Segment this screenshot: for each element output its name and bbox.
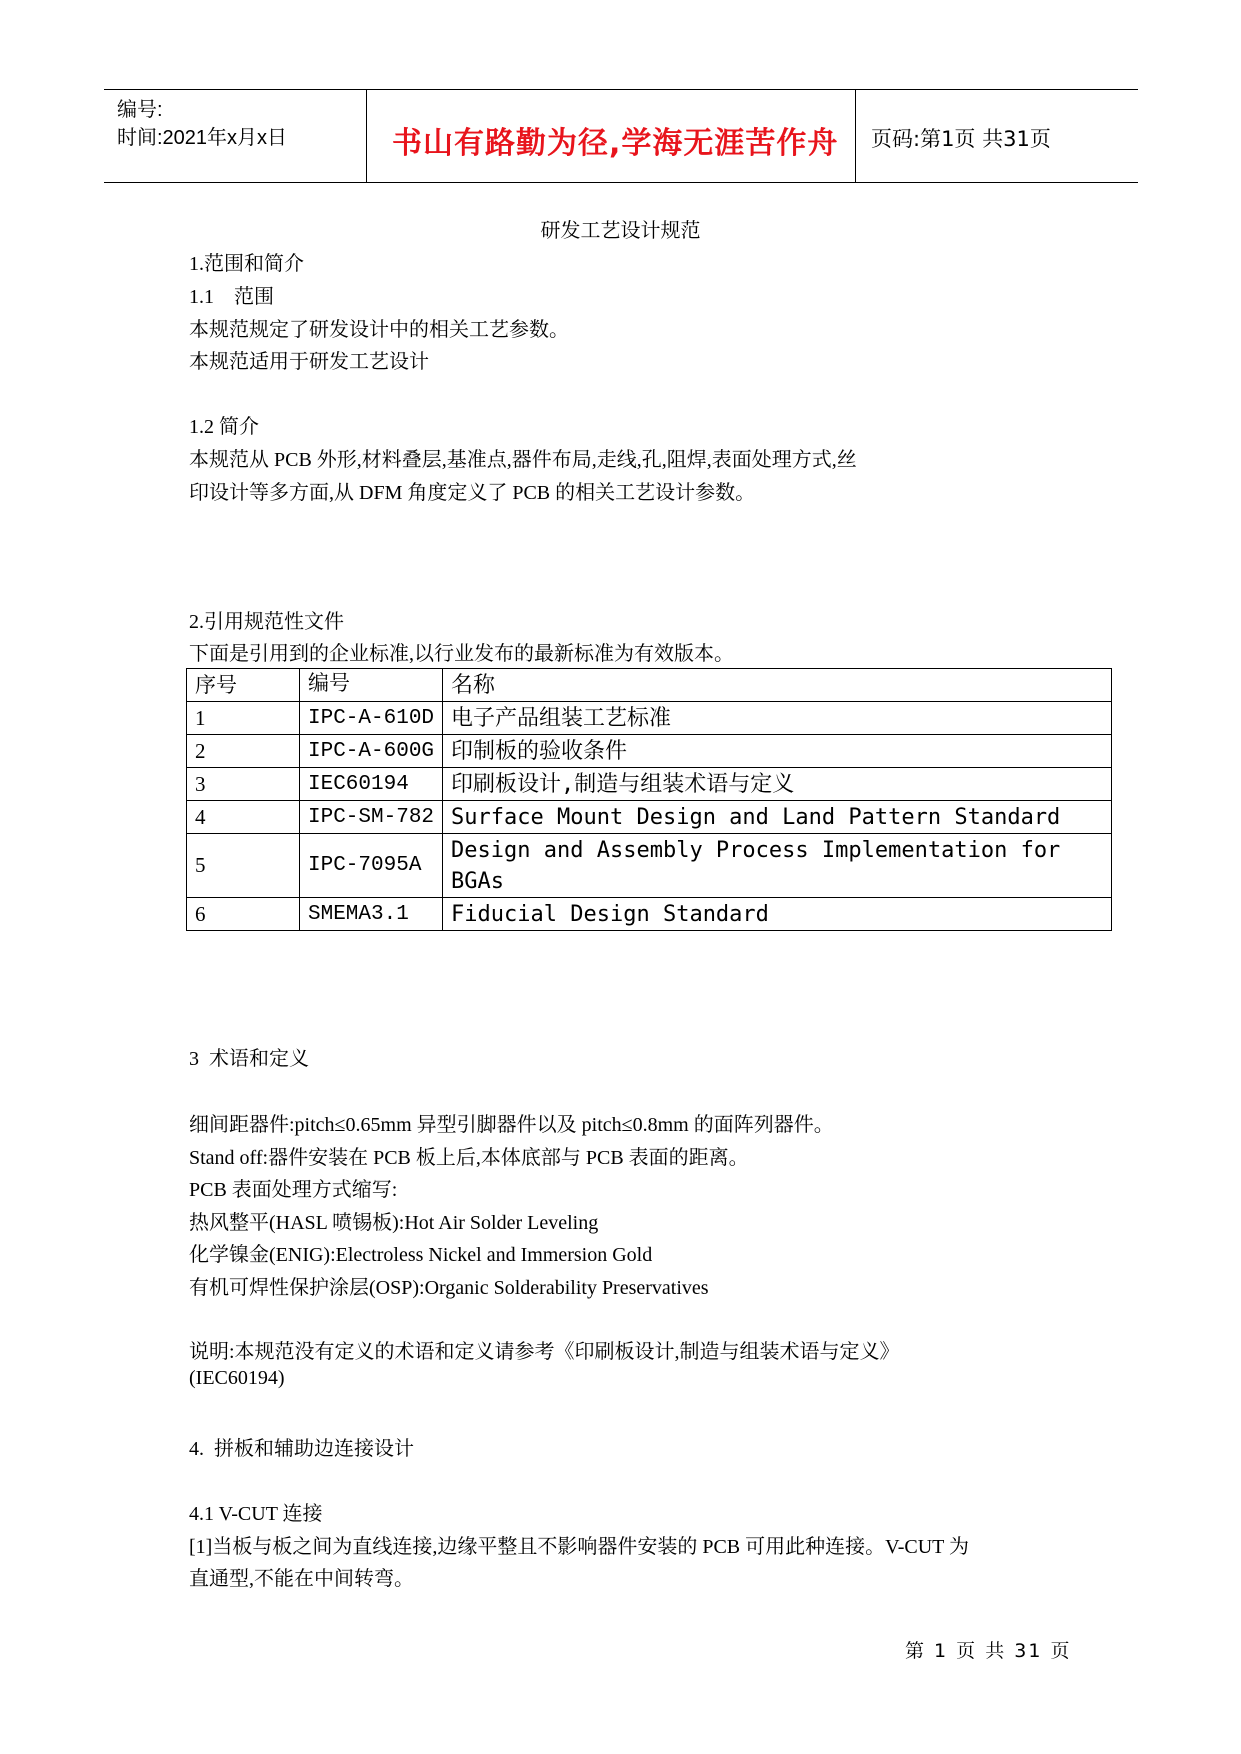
section4-heading: 4. 拼板和辅助边连接设计 — [189, 1438, 414, 1460]
table-cell: IPC-A-600G — [300, 735, 443, 768]
table-header-cell: 编号 — [300, 669, 443, 702]
section2-intro: 下面是引用到的企业标准,以行业发布的最新标准为有效版本。 — [189, 643, 734, 665]
table-cell: 4 — [187, 801, 300, 834]
section3-def5: 化学镍金(ENIG):Electroless Nickel and Immersion Gold — [189, 1244, 653, 1266]
table-cell: 6 — [187, 898, 300, 931]
header-number-label: 编号: — [117, 99, 163, 121]
table-row — [187, 834, 1112, 898]
footer-page-number: 第 1 页 共 31 页 — [905, 1640, 1072, 1662]
table-cell: 3 — [187, 768, 300, 801]
section3-def3: PCB 表面处理方式缩写: — [189, 1179, 398, 1201]
section4-sub1: 4.1 V-CUT 连接 — [189, 1503, 323, 1525]
table-cell: Design and Assembly Process Implementation for BGAs — [443, 834, 1112, 898]
table-cell: 印制板的验收条件 — [443, 735, 1112, 768]
header-time-label: 时间:2021年x月x日 — [117, 127, 288, 149]
section1-heading: 1.范围和简介 — [189, 253, 304, 275]
document-title: 研发工艺设计规范 — [540, 220, 701, 242]
table-cell: 电子产品组装工艺标准 — [443, 702, 1112, 735]
table-cell: IPC-SM-782 — [300, 801, 443, 834]
table-row — [187, 702, 1112, 735]
header-motto: 书山有路勤为径,学海无涯苦作舟 — [392, 126, 839, 161]
header-divider-left — [366, 89, 367, 183]
table-cell: IEC60194 — [300, 768, 443, 801]
header-bottom-rule — [104, 182, 1138, 183]
table-cell: IPC-7095A — [300, 834, 443, 898]
table-cell: IPC-A-610D — [300, 702, 443, 735]
table-row — [187, 801, 1112, 834]
table-cell: Surface Mount Design and Land Pattern Standard — [443, 801, 1112, 834]
table-header-cell: 名称 — [443, 669, 1112, 702]
section2-heading: 2.引用规范性文件 — [189, 611, 344, 633]
section3-note-line1: 说明:本规范没有定义的术语和定义请参考《印刷板设计,制造与组装术语与定义》 — [189, 1341, 900, 1363]
table-cell: 5 — [187, 834, 300, 898]
table-cell: 2 — [187, 735, 300, 768]
table-header-cell: 序号 — [187, 669, 300, 702]
section1-p2: 本规范适用于研发工艺设计 — [189, 351, 429, 373]
section4-p1-line1: [1]当板与板之间为直线连接,边缘平整且不影响器件安装的 PCB 可用此种连接。V-CUT 为 — [189, 1536, 970, 1558]
reference-standards-table — [186, 668, 1112, 931]
section1-p3-line2: 印设计等多方面,从 DFM 角度定义了 PCB 的相关工艺设计参数。 — [189, 482, 756, 504]
section3-def2: Stand off:器件安装在 PCB 板上后,本体底部与 PCB 表面的距离。 — [189, 1147, 749, 1169]
section3-def1: 细间距器件:pitch≤0.65mm 异型引脚器件以及 pitch≤0.8mm 的面阵列器件。 — [189, 1114, 834, 1136]
header-divider-right — [855, 89, 856, 183]
table-cell: 印刷板设计,制造与组装术语与定义 — [443, 768, 1112, 801]
table-row — [187, 898, 1112, 931]
header-top-rule — [104, 89, 1138, 90]
section1-sub1: 1.1 范围 — [189, 286, 274, 308]
section3-heading: 3 术语和定义 — [189, 1048, 309, 1070]
section1-p3-line1: 本规范从 PCB 外形,材料叠层,基准点,器件布局,走线,孔,阻焊,表面处理方式,丝 — [189, 449, 857, 471]
section1-p1: 本规范规定了研发设计中的相关工艺参数。 — [189, 319, 569, 341]
section4-p1-line2: 直通型,不能在中间转弯。 — [189, 1568, 414, 1590]
section3-note-line2: (IEC60194) — [189, 1367, 285, 1389]
table-cell: SMEMA3.1 — [300, 898, 443, 931]
table-row — [187, 768, 1112, 801]
table-row — [187, 735, 1112, 768]
table-cell: 1 — [187, 702, 300, 735]
section1-sub2: 1.2 简介 — [189, 416, 259, 438]
header-page-info: 页码:第1页 共31页 — [871, 127, 1051, 151]
table-header-row — [187, 669, 1112, 702]
table-cell: Fiducial Design Standard — [443, 898, 1112, 931]
section3-def4: 热风整平(HASL 喷锡板):Hot Air Solder Leveling — [189, 1212, 599, 1234]
section3-def6: 有机可焊性保护涂层(OSP):Organic Solderability Preservatives — [189, 1277, 709, 1299]
